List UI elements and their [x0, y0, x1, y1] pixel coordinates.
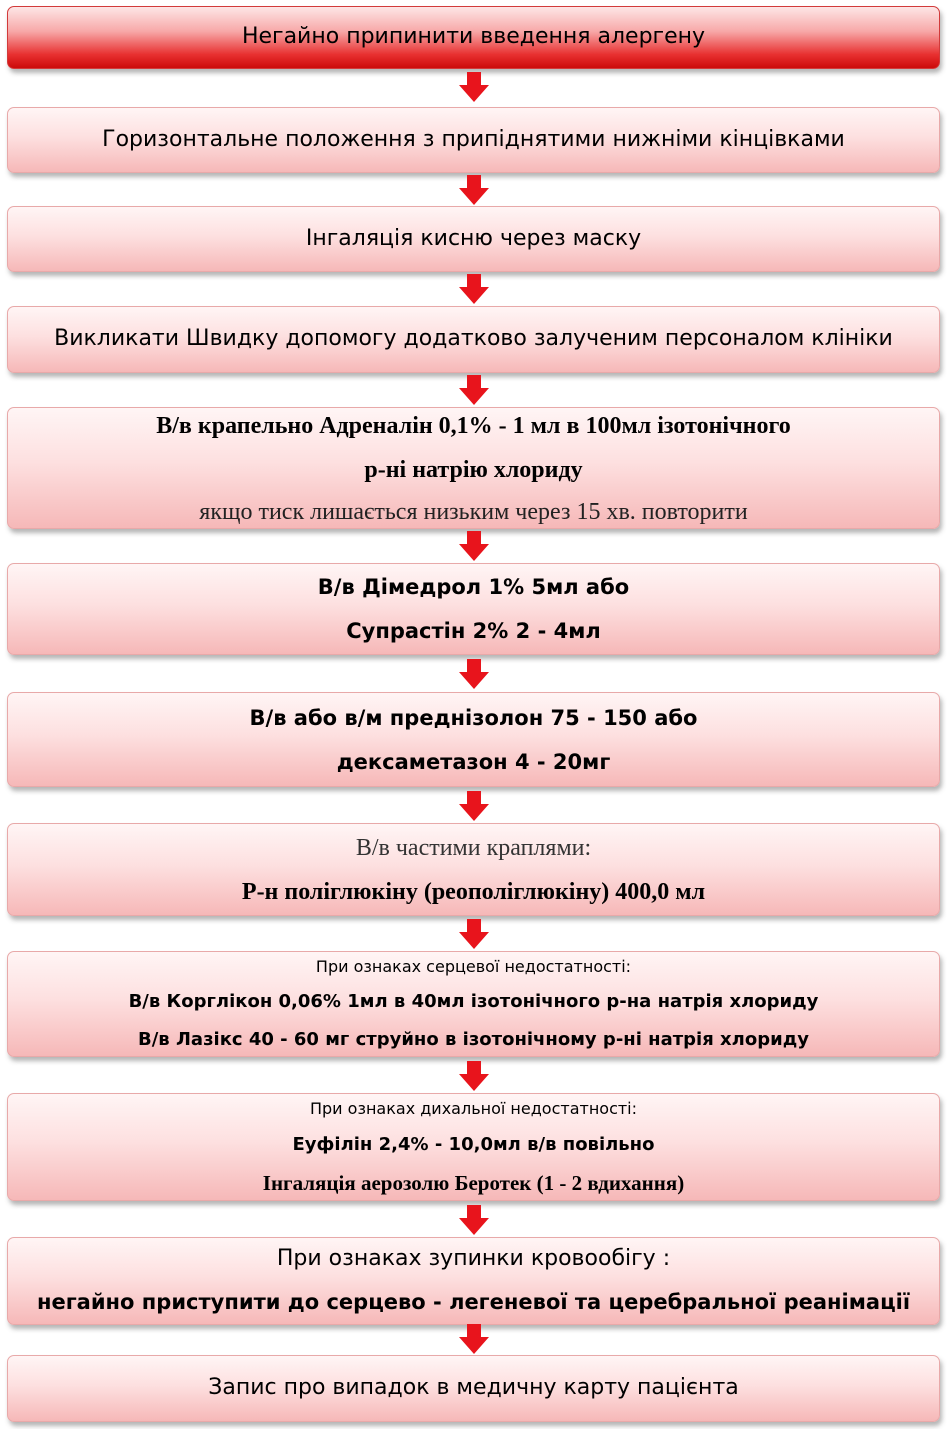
step-text: В/в частими краплями:	[355, 834, 592, 861]
step-respiratory-failure	[7, 1093, 940, 1201]
step-text: Еуфілін 2,4% - 10,0мл в/в повільно	[292, 1134, 655, 1155]
step-antihistamine	[7, 563, 940, 655]
down-arrow-icon	[459, 659, 489, 689]
down-arrow-icon	[459, 72, 489, 102]
down-arrow-icon	[459, 531, 489, 561]
step-stop-allergen	[7, 6, 940, 69]
step-text: В/в Лазікс 40 - 60 мг струйно в ізотонічному р-ні натрія хлориду	[138, 1028, 809, 1050]
step-text: Р-н поліглюкіну (реополіглюкіну) 400,0 мл	[241, 878, 706, 905]
step-text: дексаметазон 4 - 20мг	[336, 749, 611, 774]
step-text: Інгаляція кисню через маску	[305, 225, 642, 251]
step-circulatory-arrest	[7, 1237, 940, 1325]
step-polyglukin	[7, 823, 940, 916]
step-text: В/в Корглікон 0,06% 1мл в 40мл ізотонічного р-на натрія хлориду	[128, 990, 819, 1012]
down-arrow-icon	[459, 274, 489, 304]
step-text: Супрастін 2% 2 - 4мл	[346, 619, 601, 643]
step-text: р-ні натрію хлориду	[364, 457, 583, 483]
step-adrenaline	[7, 407, 940, 529]
down-arrow-icon	[459, 1324, 489, 1354]
step-text: Викликати Швидку допомогу додатково залученим персоналом клініки	[54, 326, 893, 352]
step-text: При ознаках серцевої недостатності:	[315, 956, 632, 976]
down-arrow-icon	[459, 919, 489, 949]
down-arrow-icon	[459, 375, 489, 405]
step-text: В/в Дімедрол 1% 5мл або	[317, 575, 630, 599]
step-text: Негайно припинити введення алергену	[241, 24, 706, 50]
step-call-ambulance	[7, 306, 940, 373]
step-text: При ознаках дихальної недостатності:	[309, 1099, 638, 1118]
down-arrow-icon	[459, 1205, 489, 1235]
step-text: В/в крапельно Адреналін 0,1% - 1 мл в 100мл ізотонічного	[156, 413, 791, 439]
step-oxygen-inhalation	[7, 206, 940, 272]
step-text: В/в або в/м преднізолон 75 - 150 або	[249, 705, 698, 730]
step-horizontal-position	[7, 107, 940, 173]
down-arrow-icon	[459, 175, 489, 205]
down-arrow-icon	[459, 791, 489, 821]
step-note: якщо тиск лишається низьким через 15 хв. повторити	[199, 499, 748, 525]
step-text: Запис про випадок в медичну карту пацієнта	[208, 1375, 739, 1401]
step-corticosteroids	[7, 692, 940, 787]
step-text: Горизонтальне положення з припіднятими нижніми кінцівками	[102, 126, 845, 152]
step-heart-failure	[7, 951, 940, 1057]
step-medical-record	[7, 1355, 940, 1422]
step-text: Інгаляція аерозолю Беротек (1 - 2 вдихання)	[262, 1171, 685, 1195]
step-text: При ознаках зупинки кровообігу :	[276, 1246, 671, 1271]
step-text: негайно приступити до серцево - легеневої та церебральної реанімації	[36, 1290, 911, 1314]
down-arrow-icon	[459, 1061, 489, 1091]
